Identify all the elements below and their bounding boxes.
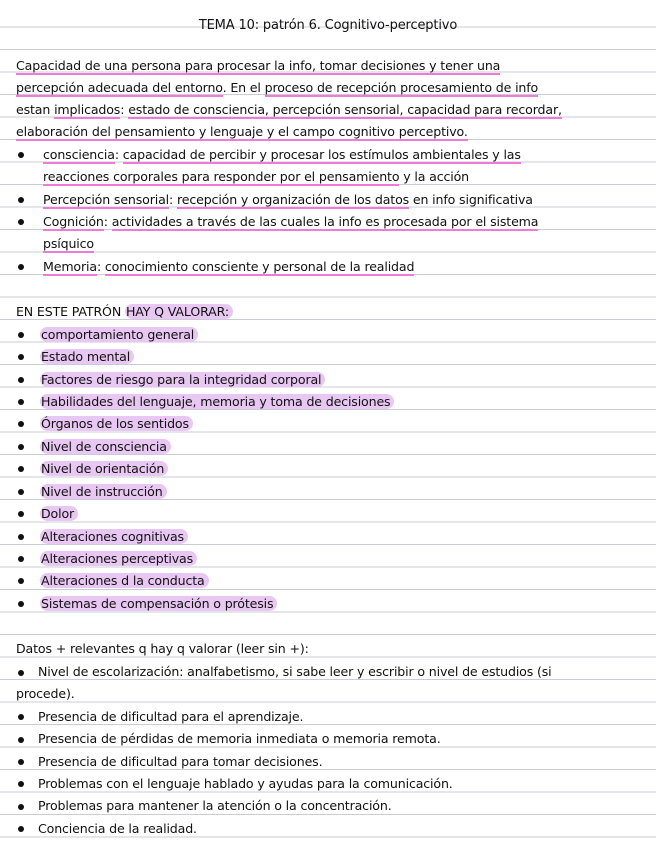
assess-item: Alteraciones cognitivas (40, 529, 640, 545)
assess-item: Órganos de los sentidos (40, 416, 640, 432)
assess-item: Nivel de instrucción (40, 484, 640, 500)
relevant-item: Nivel de escolarización: analfabetismo, si sabe leer y escribir o nivel de estudios (si (38, 664, 552, 679)
bullet (18, 377, 24, 383)
assess-item: Nivel de consciencia (40, 439, 640, 455)
bullet (18, 714, 24, 720)
intro-underlined-5: elaboración del pensamiento y lenguaje y el campo cognitivo perceptivo. (16, 124, 468, 139)
intro-line-3: estan implicados: estado de consciencia, percepción sensorial, capacidad para recordar, (16, 102, 562, 117)
intro-line-2: percepción adecuada del entorno. En el proceso de recepción procesamiento de info (16, 80, 539, 95)
bullet (18, 264, 24, 270)
assess-item: Estado mental (40, 349, 640, 365)
assess-item: Factores de riesgo para la integridad corporal (40, 372, 640, 388)
intro-line-4 (16, 124, 640, 140)
assess-item: Alteraciones perceptivas (40, 551, 640, 567)
relevant-item: Problemas con el lenguaje hablado y ayudas para la comunicación. (38, 776, 453, 791)
assess-heading: EN ESTE PATRÓN HAY Q VALORAR: (16, 304, 640, 320)
relevant-item: Presencia de dificultad para el aprendizaje. (38, 709, 304, 724)
assess-item: Nivel de orientación (40, 461, 640, 477)
bullet (18, 152, 24, 158)
assess-item: Alteraciones d la conducta (40, 573, 640, 589)
intro-underlined-1: Capacidad de una persona para procesar la info, tomar decisiones y tener una (16, 58, 501, 73)
bullet (18, 332, 24, 338)
definition-percepcion: Percepción sensorial: recepción y organización de los datos en info significativa (43, 192, 533, 207)
intro-underlined-3: proceso de recepción procesamiento de info (264, 80, 539, 95)
bullet (18, 781, 24, 787)
bullet (18, 444, 24, 450)
bullet (18, 534, 24, 540)
definition-cognicion-cont: psíquico (43, 236, 94, 251)
relevant-heading: Datos + relevantes q hay q valorar (leer sin +): (16, 641, 309, 656)
intro-underlined-2: percepción adecuada del entorno (16, 80, 223, 95)
definition-memoria: Memoria: conocimiento consciente y personal de la realidad (43, 259, 415, 274)
bullet (18, 421, 24, 427)
assess-item: comportamiento general (40, 327, 640, 343)
relevant-item-cont: procede). (16, 686, 75, 701)
definition-consciencia: consciencia: capacidad de percibir y procesar los estímulos ambientales y las (43, 147, 521, 162)
bullet (18, 219, 24, 225)
bullet (18, 197, 24, 203)
page-title: TEMA 10: patrón 6. Cognitivo-perceptivo (198, 18, 458, 33)
relevant-item: Presencia de dificultad para tomar decisiones. (38, 754, 323, 769)
assess-item: Sistemas de compensación o prótesis (40, 596, 640, 612)
bullet (18, 759, 24, 765)
assess-item: Dolor (40, 506, 640, 522)
bullet (18, 737, 24, 743)
bullet (18, 354, 24, 360)
intro-underlined-4: estado de consciencia, percepción sensorial, capacidad para recordar, (128, 102, 562, 117)
relevant-item: Problemas para mantener la atención o la concentración. (38, 798, 392, 813)
bullet (18, 670, 24, 676)
assess-item: Habilidades del lenguaje, memoria y toma de decisiones (40, 394, 640, 410)
bullet (18, 489, 24, 495)
bullet (18, 578, 24, 584)
bullet (18, 601, 24, 607)
definition-cognicion: Cognición: actividades a través de las cuales la info es procesada por el sistema (43, 214, 539, 229)
bullet (18, 511, 24, 517)
definition-consciencia-cont: reacciones corporales para responder por el pensamiento y la acción (43, 169, 470, 184)
bullet (18, 826, 24, 832)
bullet (18, 556, 24, 562)
intro-line-1 (16, 58, 640, 74)
bullet (18, 804, 24, 810)
relevant-item: Presencia de pérdidas de memoria inmediata o memoria remota. (38, 731, 441, 746)
bullet (18, 399, 24, 405)
bullet (18, 466, 24, 472)
relevant-item: Conciencia de la realidad. (38, 821, 197, 836)
